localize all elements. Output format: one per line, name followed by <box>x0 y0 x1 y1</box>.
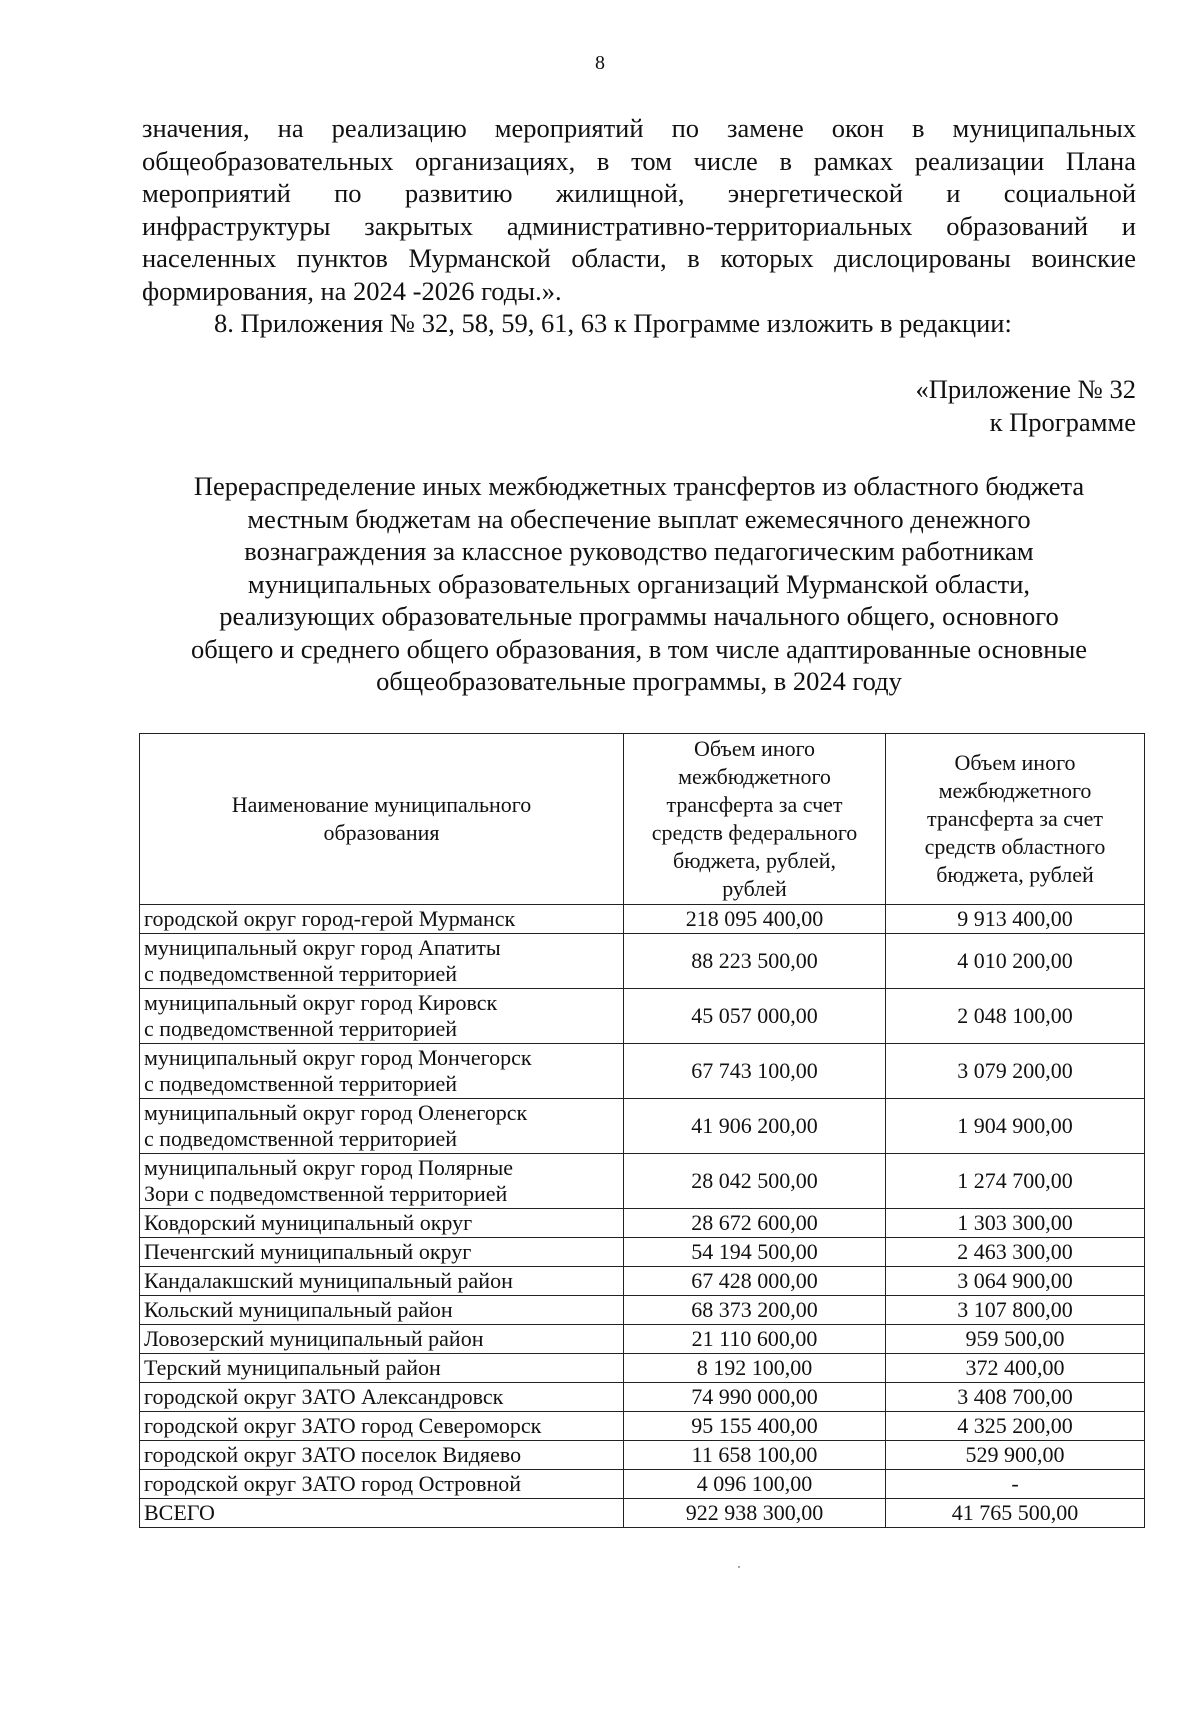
title-line: общеобразовательные программы, в 2024 году <box>376 666 902 696</box>
municipality-name-line: городской округ город-герой Мурманск <box>144 906 516 931</box>
page-number: 8 <box>595 52 605 74</box>
appendix-heading <box>915 373 1136 438</box>
cell-federal-amount: 45 057 000,00 <box>624 989 886 1044</box>
title-line: общего и среднего общего образования, в том числе адаптированные основные <box>190 633 1088 664</box>
cell-federal-amount: 28 672 600,00 <box>624 1209 886 1238</box>
table-row <box>140 1238 1145 1267</box>
cell-federal-amount: 67 743 100,00 <box>624 1044 886 1099</box>
cell-municipality <box>140 1412 624 1441</box>
paragraph-line: значения, на реализацию мероприятий по замене окон в муниципальных <box>142 113 1136 143</box>
header-line: межбюджетного <box>678 764 831 789</box>
cell-federal-amount: 21 110 600,00 <box>624 1325 886 1354</box>
table-header-row <box>140 734 1145 905</box>
header-regional-amount <box>886 734 1145 905</box>
cell-federal-amount: 28 042 500,00 <box>624 1154 886 1209</box>
cell-municipality <box>140 1267 624 1296</box>
cell-regional-amount: 1 303 300,00 <box>886 1209 1145 1238</box>
cell-federal-amount: 54 194 500,00 <box>624 1238 886 1267</box>
cell-regional-amount: 2 463 300,00 <box>886 1238 1145 1267</box>
cell-regional-amount: 2 048 100,00 <box>886 989 1145 1044</box>
cell-municipality <box>140 1499 624 1528</box>
cell-regional-amount: 529 900,00 <box>886 1441 1145 1470</box>
title-line: Перераспределение иных межбюджетных трансфертов из областного бюджета <box>193 471 1085 501</box>
header-line: средств областного <box>924 834 1106 859</box>
cell-federal-amount: 95 155 400,00 <box>624 1412 886 1441</box>
paragraph-amendment: 8. Приложения № 32, 58, 59, 61, 63 к Программе изложить в редакции: <box>214 308 1012 338</box>
cell-municipality <box>140 1238 624 1267</box>
municipality-name-line: с подведомственной территорией <box>144 1016 458 1041</box>
municipality-name-line: ВСЕГО <box>144 1500 215 1525</box>
municipality-name-line: городской округ ЗАТО поселок Видяево <box>144 1442 522 1467</box>
header-line: трансферта за счет <box>926 806 1104 831</box>
cell-municipality <box>140 1383 624 1412</box>
cell-federal-amount: 218 095 400,00 <box>624 905 886 934</box>
cell-regional-amount: 1 274 700,00 <box>886 1154 1145 1209</box>
municipality-name-line: Ловозерский муниципальный район <box>144 1326 484 1351</box>
header-line: трансферта за счет <box>666 792 843 817</box>
cell-municipality <box>140 1099 624 1154</box>
municipality-name-line: городской округ ЗАТО Александровск <box>144 1384 504 1409</box>
cell-regional-amount: 3 079 200,00 <box>886 1044 1145 1099</box>
municipality-name-line: муниципальный округ город Апатиты <box>144 935 501 960</box>
cell-federal-amount: 11 658 100,00 <box>624 1441 886 1470</box>
paragraph-line: населенных пунктов Мурманской области, в которых дислоцированы воинские <box>142 243 1136 273</box>
municipality-name-line: Печенгский муниципальный округ <box>144 1239 472 1264</box>
cell-municipality <box>140 934 624 989</box>
paragraph-line: формирования, на 2024 -2026 годы.». <box>142 275 562 306</box>
appendix-program: к Программе <box>989 406 1136 437</box>
cell-municipality <box>140 1441 624 1470</box>
header-line: Наименование муниципального <box>231 792 532 817</box>
cell-regional-amount: 9 913 400,00 <box>886 905 1145 934</box>
cell-municipality <box>140 1154 624 1209</box>
table-row <box>140 1441 1145 1470</box>
municipality-name-line: Ковдорский муниципальный округ <box>144 1210 473 1235</box>
cell-municipality <box>140 1296 624 1325</box>
table-row <box>140 1499 1145 1528</box>
cell-municipality <box>140 1354 624 1383</box>
cell-regional-amount: 3 064 900,00 <box>886 1267 1145 1296</box>
municipality-name-line: с подведомственной территорией <box>144 1126 458 1151</box>
paragraph-line: мероприятий по развитию жилищной, энергетической и социальной <box>142 178 1136 208</box>
table-row <box>140 989 1145 1044</box>
table-row <box>140 1383 1145 1412</box>
table-title <box>142 470 1136 698</box>
cell-federal-amount: 88 223 500,00 <box>624 934 886 989</box>
cell-regional-amount: 4 325 200,00 <box>886 1412 1145 1441</box>
table-row <box>140 905 1145 934</box>
cell-regional-amount: 1 904 900,00 <box>886 1099 1145 1154</box>
municipality-name-line: Зори с подведомственной территорией <box>144 1181 508 1206</box>
header-line: бюджета, рублей <box>936 862 1094 887</box>
cell-federal-amount: 922 938 300,00 <box>624 1499 886 1528</box>
cell-regional-amount: 4 010 200,00 <box>886 934 1145 989</box>
table-row <box>140 1154 1145 1209</box>
header-line: рублей <box>722 876 787 901</box>
header-municipality <box>140 734 624 905</box>
table-row <box>140 1325 1145 1354</box>
cell-federal-amount: 4 096 100,00 <box>624 1470 886 1499</box>
scan-speck <box>738 1566 740 1568</box>
header-line: межбюджетного <box>938 778 1092 803</box>
cell-regional-amount: 3 408 700,00 <box>886 1383 1145 1412</box>
header-line: бюджета, рублей, <box>672 848 837 873</box>
municipality-name-line: муниципальный округ город Полярные <box>144 1155 514 1180</box>
municipality-name-line: с подведомственной территорией <box>144 961 458 986</box>
cell-federal-amount: 68 373 200,00 <box>624 1296 886 1325</box>
appendix-number: «Приложение № 32 <box>915 374 1136 404</box>
cell-municipality <box>140 989 624 1044</box>
title-line: вознаграждения за классное руководство педагогическим работникам <box>244 536 1034 566</box>
table-row <box>140 1044 1145 1099</box>
table-row <box>140 1354 1145 1383</box>
cell-federal-amount: 74 990 000,00 <box>624 1383 886 1412</box>
table-row <box>140 1209 1145 1238</box>
header-line: Объем иного <box>954 750 1076 775</box>
municipality-name-line: Кольский муниципальный район <box>144 1297 453 1322</box>
table-row <box>140 1296 1145 1325</box>
paragraph-line: общеобразовательных организациях, в том числе в рамках реализации Плана <box>142 145 1136 176</box>
municipality-name-line: с подведомственной территорией <box>144 1071 458 1096</box>
header-line: средств федерального <box>651 820 858 845</box>
cell-regional-amount: 372 400,00 <box>886 1354 1145 1383</box>
header-line: Объем иного <box>693 736 816 761</box>
transfers-table <box>139 733 1145 1528</box>
paragraph-continuation <box>142 112 1136 307</box>
table-row <box>140 1099 1145 1154</box>
table-row <box>140 1412 1145 1441</box>
cell-municipality <box>140 1209 624 1238</box>
table-row <box>140 1267 1145 1296</box>
title-line: муниципальных образовательных организаций Мурманской области, <box>247 568 1031 599</box>
cell-municipality <box>140 1044 624 1099</box>
cell-municipality <box>140 1325 624 1354</box>
header-line: образования <box>323 820 440 845</box>
title-line: местным бюджетам на обеспечение выплат ежемесячного денежного <box>247 503 1031 534</box>
table-body <box>140 905 1145 1528</box>
cell-regional-amount: - <box>886 1470 1145 1499</box>
table-row <box>140 934 1145 989</box>
municipality-name-line: Терский муниципальный район <box>144 1355 441 1380</box>
municipality-name-line: муниципальный округ город Мончегорск <box>144 1045 532 1070</box>
cell-municipality <box>140 905 624 934</box>
cell-federal-amount: 8 192 100,00 <box>624 1354 886 1383</box>
cell-regional-amount: 959 500,00 <box>886 1325 1145 1354</box>
municipality-name-line: Кандалакшский муниципальный район <box>144 1268 513 1293</box>
cell-regional-amount: 41 765 500,00 <box>886 1499 1145 1528</box>
municipality-name-line: муниципальный округ город Оленегорск <box>144 1100 528 1125</box>
title-line: реализующих образовательные программы начального общего, основного <box>219 601 1059 631</box>
municipality-name-line: городской округ ЗАТО город Островной <box>144 1471 522 1496</box>
cell-federal-amount: 41 906 200,00 <box>624 1099 886 1154</box>
municipality-name-line: муниципальный округ город Кировск <box>144 990 498 1015</box>
municipality-name-line: городской округ ЗАТО город Североморск <box>144 1413 542 1438</box>
cell-federal-amount: 67 428 000,00 <box>624 1267 886 1296</box>
cell-municipality <box>140 1470 624 1499</box>
body-text <box>142 112 1136 340</box>
header-federal-amount <box>624 734 886 905</box>
table-row <box>140 1470 1145 1499</box>
cell-regional-amount: 3 107 800,00 <box>886 1296 1145 1325</box>
paragraph-line: инфраструктуры закрытых административно-территориальных образований и <box>142 210 1136 241</box>
